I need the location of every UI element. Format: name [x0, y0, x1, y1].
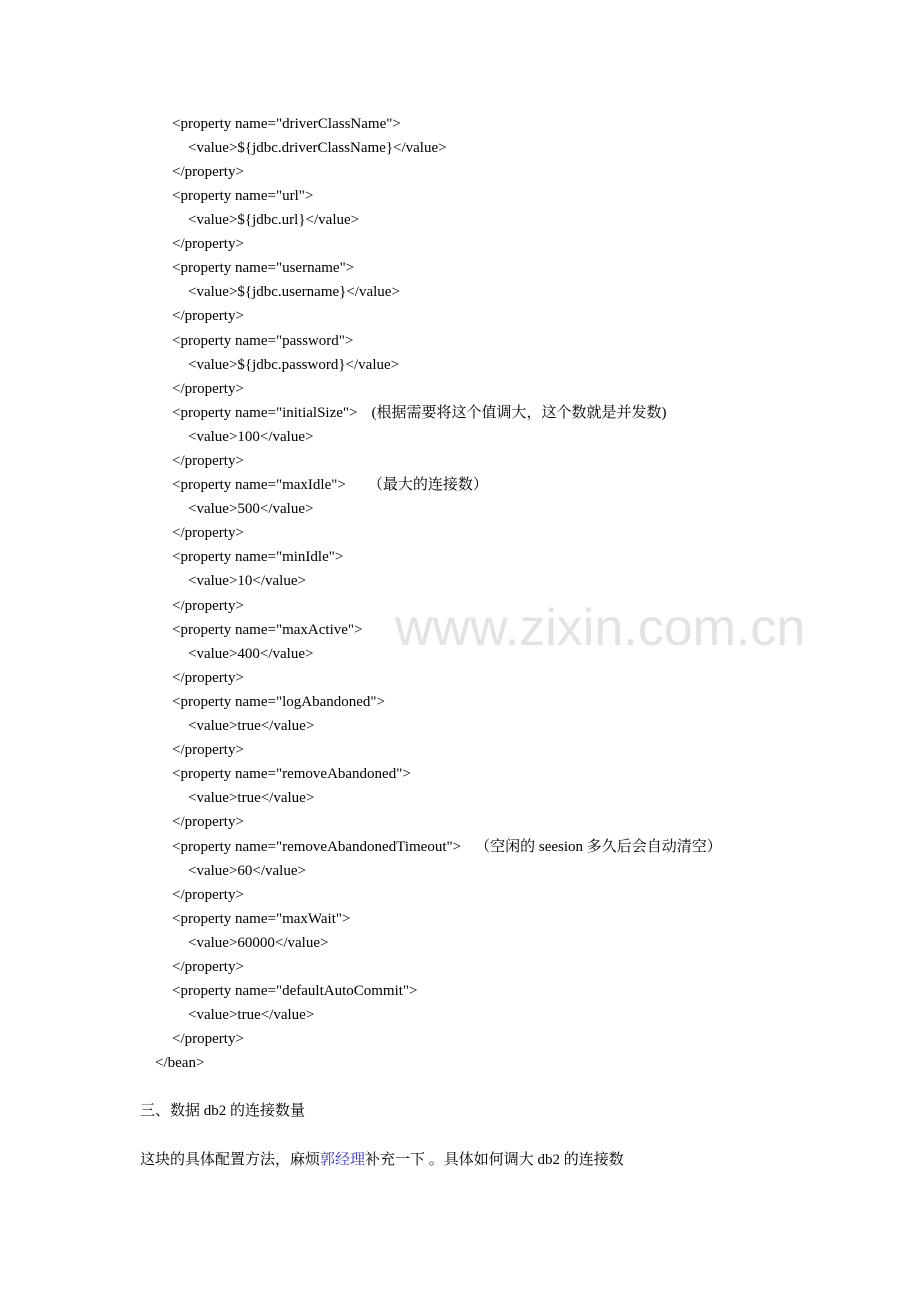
code-line: </property> — [172, 453, 244, 469]
code-line: <value>500</value> — [188, 501, 314, 517]
code-line: </property> — [172, 887, 244, 903]
code-line: <property name="maxWait"> — [172, 911, 351, 927]
code-line: </property> — [172, 670, 244, 686]
code-line: <property name="initialSize"> (根据需要将这个值调大，这个数就是并发数) — [172, 405, 667, 421]
code-line: </property> — [172, 308, 244, 324]
code-line: </property> — [172, 742, 244, 758]
code-comment: （最大的连接数） — [367, 477, 488, 493]
code-line: <value>${jdbc.password}</value> — [188, 357, 400, 373]
code-line: <property name="minIdle"> — [172, 549, 344, 565]
code-line: <value>400</value> — [188, 646, 314, 662]
code-line: <value>60000</value> — [188, 935, 329, 951]
code-line: <value>60</value> — [188, 863, 306, 879]
code-line: </property> — [172, 525, 244, 541]
code-line: </property> — [172, 959, 244, 975]
code-line: </bean> — [155, 1055, 205, 1071]
code-line: <property name="logAbandoned"> — [172, 694, 385, 710]
code-line: <property name="defaultAutoCommit"> — [172, 983, 418, 999]
code-comment: (根据需要将这个值调大，这个数就是并发数) — [371, 405, 667, 421]
code-line: </property> — [172, 1031, 244, 1047]
code-line: <property name="driverClassName"> — [172, 116, 401, 132]
paragraph-text: 补充一下 。具体如何调大 db2 的连接数 — [365, 1152, 624, 1168]
code-line: </property> — [172, 814, 244, 830]
code-line: </property> — [172, 381, 244, 397]
code-line: <value>true</value> — [188, 718, 315, 734]
name-link[interactable]: 郭经理 — [320, 1152, 366, 1168]
code-comment: （空闲的 seesion 多久后会自动清空） — [475, 839, 722, 855]
code-line: <property name="url"> — [172, 188, 314, 204]
code-line: <value>${jdbc.driverClassName}</value> — [188, 140, 447, 156]
code-line: <value>true</value> — [188, 790, 315, 806]
code-line: <value>${jdbc.url}</value> — [188, 212, 360, 228]
section-heading: 三、数据 db2 的连接数量 — [140, 1103, 306, 1119]
code-line: <property name="password"> — [172, 333, 354, 349]
code-line: </property> — [172, 598, 244, 614]
paragraph-text: 这块的具体配置方法，麻烦 — [140, 1152, 321, 1168]
body-paragraph — [140, 1150, 624, 1170]
code-line: <property name="maxActive"> — [172, 622, 363, 638]
code-line: </property> — [172, 164, 244, 180]
code-line: <value>true</value> — [188, 1007, 315, 1023]
code-line: <value>${jdbc.username}</value> — [188, 284, 400, 300]
code-line: <property name="removeAbandoned"> — [172, 766, 411, 782]
code-line: <property name="maxIdle"> （最大的连接数） — [172, 477, 488, 493]
watermark: www.zixin.com.cn — [395, 599, 806, 657]
code-line: </property> — [172, 236, 244, 252]
code-line: <property name="removeAbandonedTimeout"> （空闲的 seesion 多久后会自动清空） — [172, 839, 722, 855]
code-line: <value>10</value> — [188, 573, 306, 589]
code-line: <value>100</value> — [188, 429, 314, 445]
code-line: <property name="username"> — [172, 260, 355, 276]
